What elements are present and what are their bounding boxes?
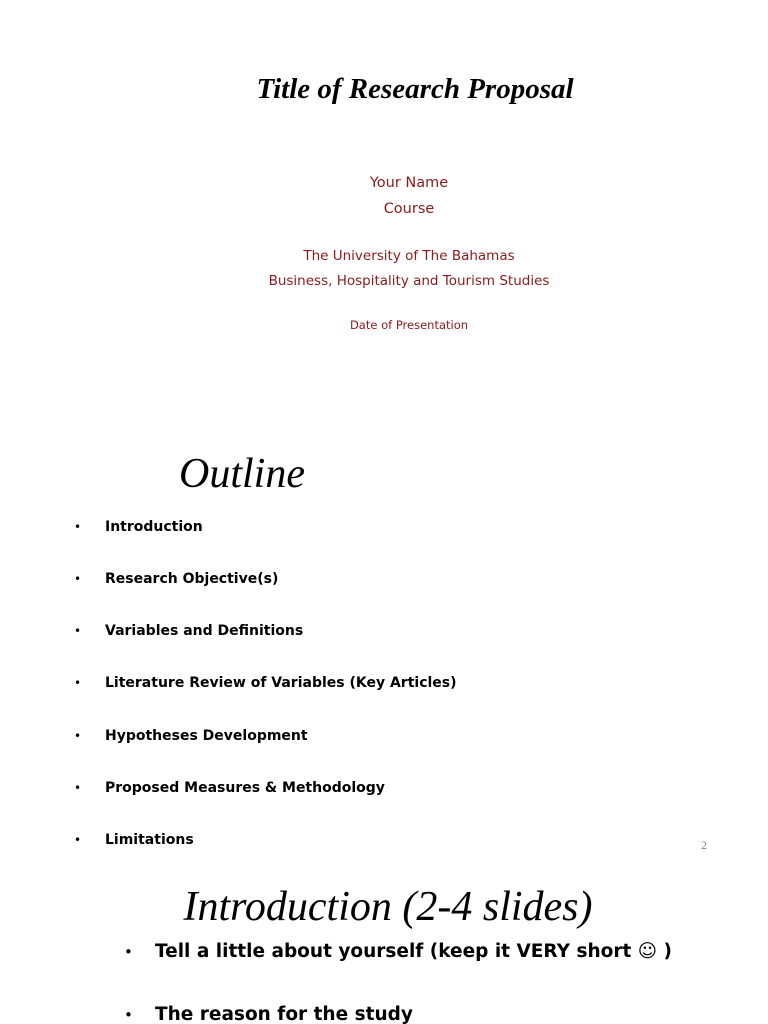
department-name: Business, Hospitality and Tourism Studies <box>268 273 550 289</box>
outline-item-hypotheses <box>74 727 308 745</box>
outline-item-literature-review <box>74 674 457 692</box>
presentation-date: Date of Presentation <box>349 318 469 332</box>
outline-item-label: Hypotheses Development <box>105 728 308 744</box>
outline-item-limitations <box>74 831 194 849</box>
outline-item-label: Literature Review of Variables (Key Articles) <box>105 675 457 691</box>
outline-item-research-objectives <box>74 570 278 588</box>
outline-heading: Outline <box>179 451 305 497</box>
outline-item-label: Research Objective(s) <box>105 571 279 587</box>
outline-item-variables <box>74 622 303 640</box>
university-name: The University of The Bahamas <box>303 248 515 264</box>
author-name: Your Name <box>369 175 449 191</box>
bullet-icon: • <box>74 729 82 743</box>
intro-item-reason <box>124 1003 413 1024</box>
outline-item-methodology <box>74 779 385 797</box>
proposal-title: Title of Research Proposal <box>256 73 574 105</box>
bullet-icon: • <box>74 624 82 638</box>
bullet-icon: • <box>74 520 82 534</box>
page-number: 2 <box>701 838 707 852</box>
course-name: Course <box>383 201 435 217</box>
bullet-icon: • <box>74 572 82 586</box>
bullet-icon: • <box>74 676 82 690</box>
outline-item-label: Proposed Measures & Methodology <box>105 780 385 796</box>
outline-item-label: Limitations <box>105 832 194 848</box>
bullet-icon: • <box>124 943 133 961</box>
bullet-icon: • <box>74 833 82 847</box>
introduction-heading: Introduction (2-4 slides) <box>183 884 593 930</box>
outline-item-label: Introduction <box>105 519 203 535</box>
intro-item-label: Tell a little about yourself (keep it VERY short ☺ ) <box>155 941 672 962</box>
outline-item-label: Variables and Definitions <box>105 623 304 639</box>
intro-item-label: The reason for the study <box>155 1004 413 1024</box>
intro-item-about-yourself <box>124 940 672 964</box>
bullet-icon: • <box>74 781 82 795</box>
bullet-icon: • <box>124 1006 133 1024</box>
outline-item-introduction <box>74 518 203 536</box>
